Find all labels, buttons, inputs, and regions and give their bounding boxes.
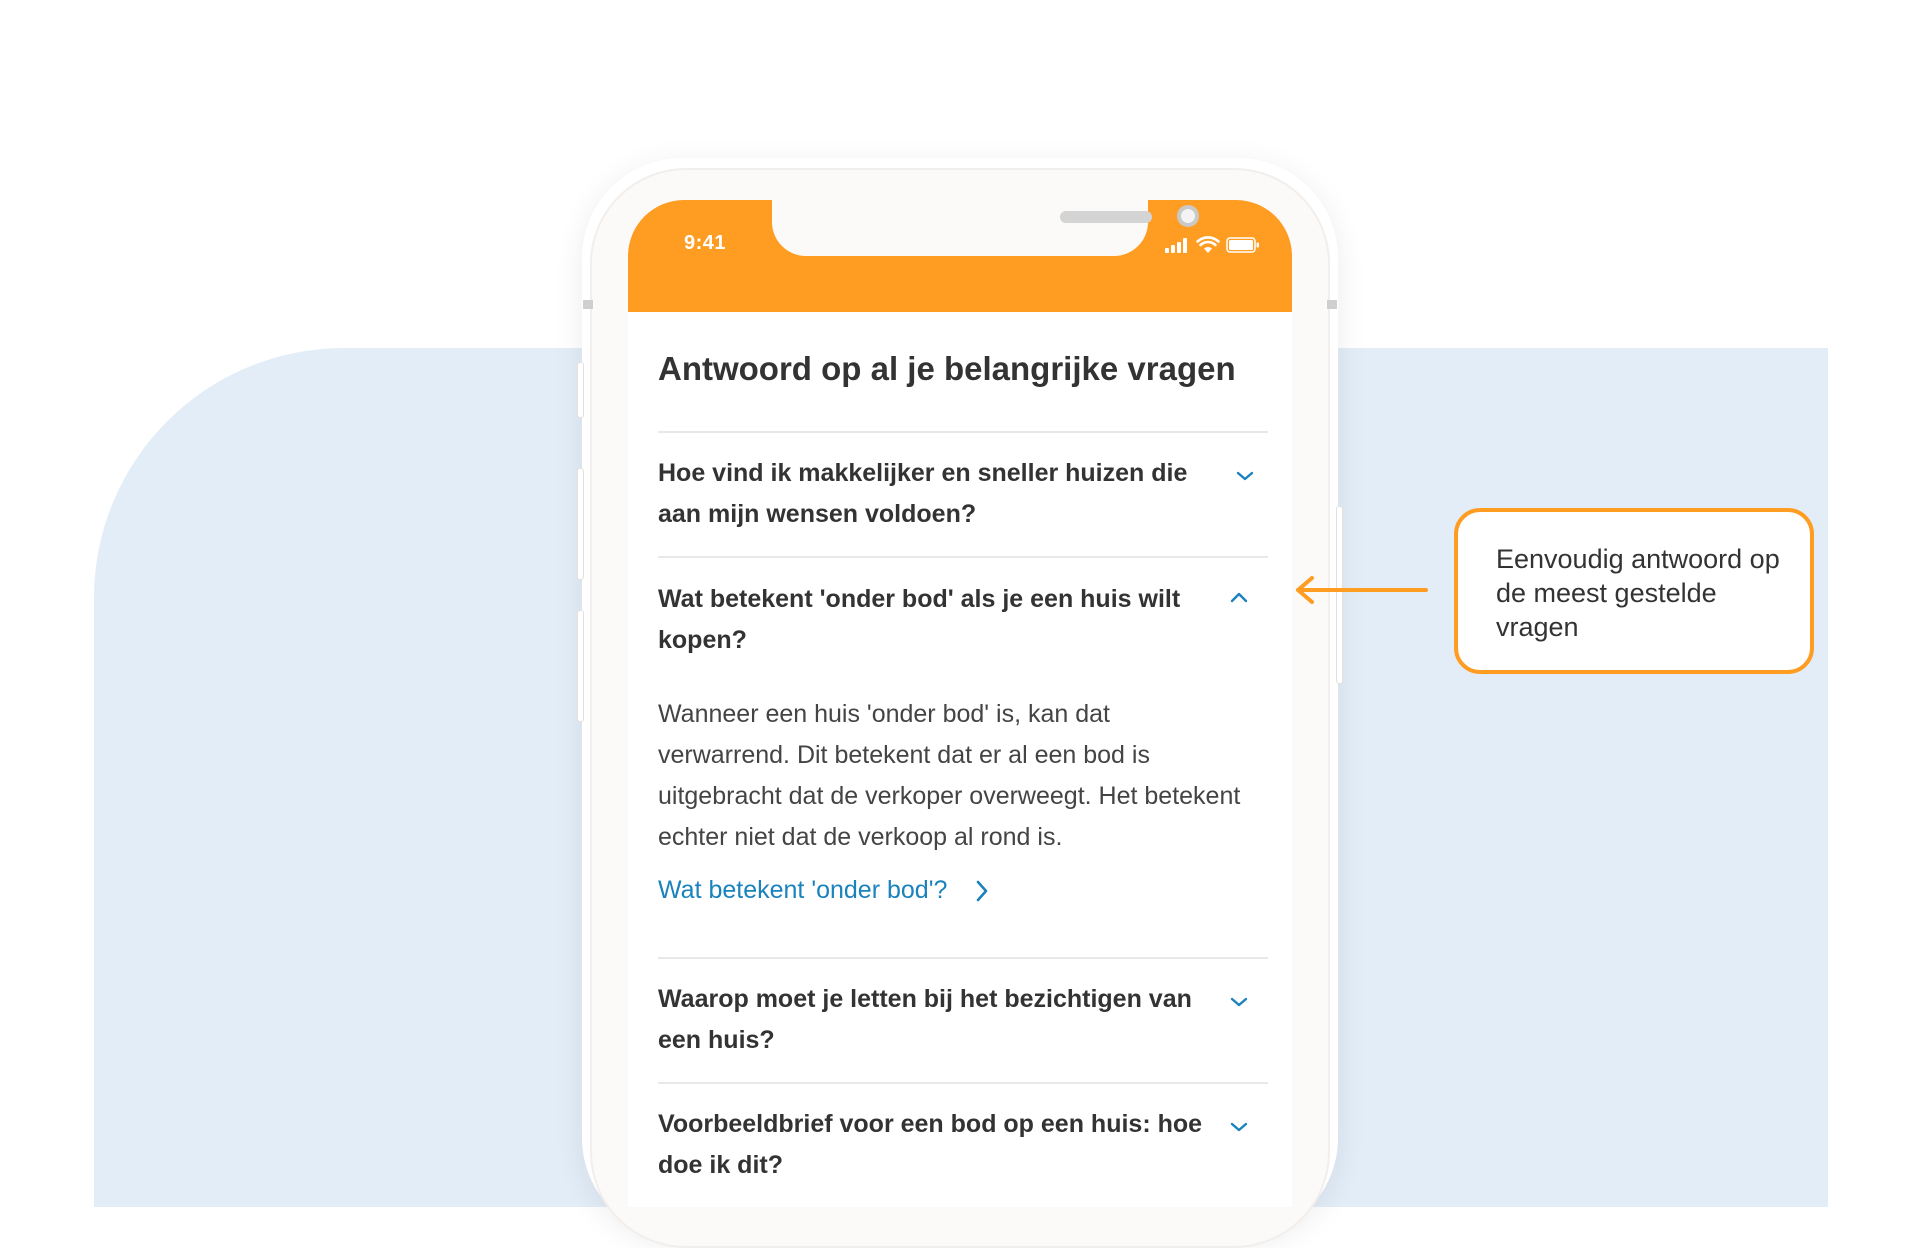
speaker-icon <box>1060 211 1152 223</box>
notch <box>772 200 1148 256</box>
faq-question-1[interactable]: Hoe vind ik makkelijker en sneller huizen die aan mijn wensen voldoen? <box>658 459 1188 528</box>
divider <box>658 556 1268 558</box>
battery-icon <box>1226 236 1260 254</box>
faq-question-4[interactable]: Voorbeeldbrief voor een bod op een huis: hoe doe ik dit? <box>658 1110 1203 1179</box>
faq-question-3[interactable]: Waarop moet je letten bij het bezichtigen van een huis? <box>658 985 1192 1054</box>
status-time: 9:41 <box>684 232 727 254</box>
chevron-up-icon[interactable] <box>1228 590 1250 604</box>
status-bar <box>628 200 1292 312</box>
volume-up-button <box>577 468 584 580</box>
answer-link-label[interactable]: Wat betekent 'onder bod'? <box>658 876 948 904</box>
faq-answer-2: Wanneer een huis 'onder bod' is, kan dat verwarrend. Dit betekent dat er al een bod is uitgebracht dat de verkoper overweegt. Het betekent echter niet dat de verkoop al rond is. <box>658 700 1241 851</box>
divider <box>658 431 1268 433</box>
chevron-down-icon[interactable] <box>1228 995 1250 1009</box>
answer-link[interactable] <box>658 876 989 905</box>
faq-title: Antwoord op al je belangrijke vragen <box>658 350 1236 387</box>
status-icons <box>1164 236 1260 254</box>
callout-text: Eenvoudig antwoord op de meest gestelde vragen <box>1496 544 1780 642</box>
chevron-down-icon[interactable] <box>1228 1120 1250 1134</box>
wifi-icon <box>1196 236 1220 254</box>
phone-screen <box>628 200 1292 1207</box>
phone-edge-mark-left <box>583 300 593 309</box>
volume-down-button <box>577 610 584 722</box>
faq-question-2[interactable]: Wat betekent 'onder bod' als je een huis wilt kopen? <box>658 585 1181 654</box>
mute-switch <box>577 362 584 418</box>
divider <box>658 957 1268 959</box>
phone-edge-mark-right <box>1327 300 1337 309</box>
divider <box>658 1082 1268 1084</box>
chevron-right-icon[interactable] <box>975 879 989 903</box>
callout-box <box>1454 508 1814 674</box>
arrow-left-icon <box>1290 575 1430 605</box>
signal-icon <box>1164 237 1190 253</box>
camera-icon <box>1177 205 1199 227</box>
chevron-down-icon[interactable] <box>1234 469 1256 483</box>
